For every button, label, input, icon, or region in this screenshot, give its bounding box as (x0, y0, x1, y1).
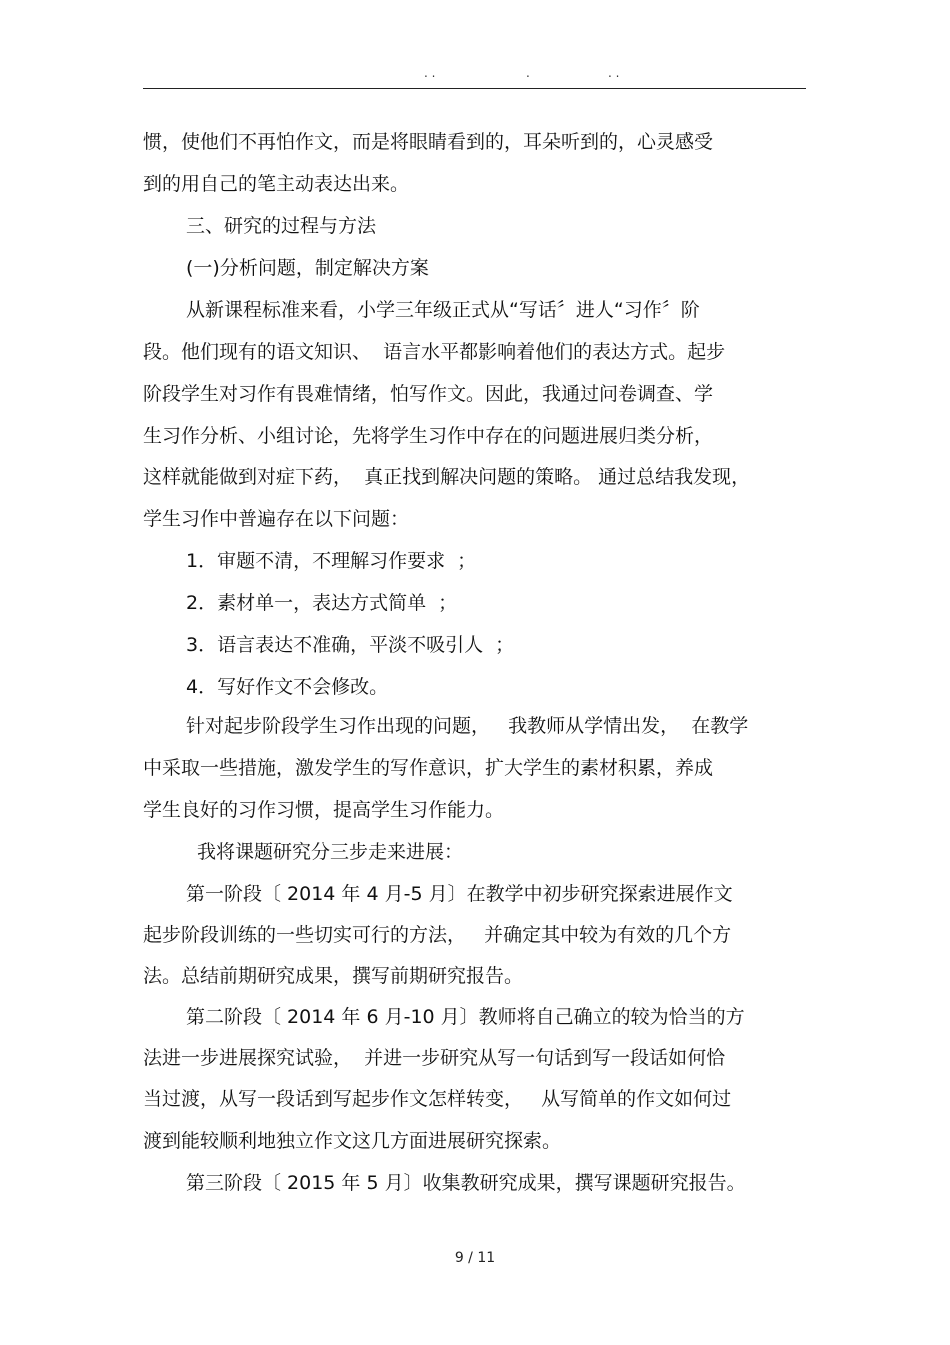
paragraph-line: 我将课题研究分三步走来进展： (197, 841, 464, 863)
section-heading: 三、研究的过程与方法 (186, 215, 377, 237)
list-item: 2．素材单一，表达方式简单 ； (186, 592, 458, 614)
paragraph-line: 到的用自己的笔主动表达出来。 (143, 173, 410, 195)
header-mark: . (526, 66, 530, 80)
paragraph-line: 学生良好的习作习惯，提高学生习作能力。 (143, 799, 505, 821)
paragraph-line: 惯，使他们不再怕作文，而是将眼睛看到的，耳朵听到的，心灵感受 (143, 131, 714, 153)
subsection-heading: (一)分析问题，制定解决方案 (186, 257, 429, 279)
list-item: 4．写好作文不会修改。 (186, 676, 389, 698)
list-item: 1．审题不清，不理解习作要求 ； (186, 550, 477, 572)
paragraph-line: 渡到能较顺利地独立作文这几方面进展研究探索。 (143, 1130, 562, 1152)
paragraph-line: 第二阶段〔 2014 年 6 月-10 月〕教师将自己确立的较为恰当的方 (186, 1006, 745, 1028)
paragraph-line: 法。总结前期研究成果，撰写前期研究报告。 (143, 965, 524, 987)
paragraph-line: 当过渡，从写一段话到写起步作文怎样转变， 从写简单的作文如何过 (143, 1088, 732, 1110)
list-item: 3．语言表达不准确，平淡不吸引人 ； (186, 634, 515, 656)
paragraph-line: 法进一步进展探究试验， 并进一步研究从写一句话到写一段话如何恰 (143, 1047, 726, 1069)
paragraph-line: 生习作分析、小组讨论，先将学生习作中存在的问题进展归类分析， (143, 425, 714, 447)
paragraph-line: 起步阶段训练的一些切实可行的方法， 并确定其中较为有效的几个方 (143, 924, 732, 946)
paragraph-line: 中采取一些措施，激发学生的写作意识，扩大学生的素材积累，养成 (143, 757, 714, 779)
paragraph-line: 阶段学生对习作有畏难情绪，怕写作文。因此，我通过问卷调查、学 (143, 383, 714, 405)
paragraph-line: 段。他们现有的语文知识、 语言水平都影响着他们的表达方式。起步 (143, 341, 726, 363)
header-rule (143, 88, 806, 89)
header-mark: . . (608, 66, 620, 80)
paragraph-line: 这样就能做到对症下药， 真正找到解决问题的策略。 通过总结我发现， (143, 466, 751, 488)
paragraph-line: 从新课程标准来看，小学三年级正式从“写话〞进人“习作〞阶 (186, 299, 700, 321)
paragraph-line: 第一阶段〔 2014 年 4 月-5 月〕在教学中初步研究探索进展作文 (186, 883, 733, 905)
paragraph-line: 第三阶段〔 2015 年 5 月〕收集教研究成果，撰写课题研究报告。 (186, 1172, 746, 1194)
header-marks (420, 66, 640, 80)
page-number: 9 / 11 (454, 1250, 496, 1266)
paragraph-line: 学生习作中普遍存在以下问题： (143, 508, 410, 530)
header-mark: . . (424, 66, 436, 80)
paragraph-line: 针对起步阶段学生习作出现的问题， 我教师从学情出发， 在教学 (186, 715, 749, 737)
